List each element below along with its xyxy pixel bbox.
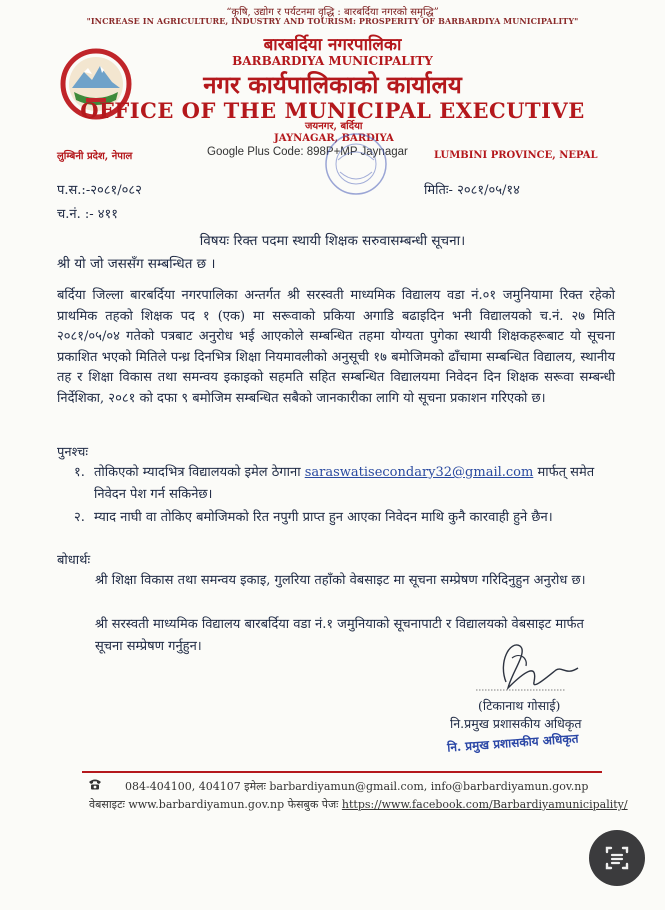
footer-web [89, 797, 628, 812]
province-english: LUMBINI PROVINCE, NEPAL [434, 150, 598, 161]
item-text: म्याद नाघी वा तोकिए बमोजिमको रित नपुगी प्राप्त हुन आएका निवेदन माथि कुनै कारवाही हुने छैन। [94, 510, 553, 525]
item-number: १. [74, 465, 85, 480]
letter-addressee: श्री यो जो जससँग सम्बन्धित छ । [57, 256, 216, 272]
location-nepali: जयनगर, बर्दिया [305, 121, 363, 132]
scan-text-button[interactable] [589, 830, 645, 886]
item-text [94, 462, 604, 506]
office-title-english: OFFICE OF THE MUNICIPAL EXECUTIVE [80, 98, 585, 123]
municipality-name-english: BARBARDIYA MUNICIPALITY [232, 54, 433, 68]
signatory-title: नि.प्रमुख प्रशासकीय अधिकृत [450, 716, 582, 731]
slogan-english: "INCREASE IN AGRICULTURE, INDUSTRY AND TOURISM: PROSPERITY OF BARBARDIYA MUNICIPALITY" [86, 16, 579, 26]
handwritten-signature [468, 632, 588, 702]
signatory-stamp: नि. प्रमुख प्रशासकीय अधिकृत [446, 731, 579, 755]
footer-divider [82, 771, 602, 773]
item-text-pre: तोकिएको म्यादभित्र विद्यालयको इमेल ठेगाना [94, 465, 305, 480]
postscript-label: पुनश्चः [57, 445, 89, 460]
slogan-nepali: “कृषि, उद्योग र पर्यटनमा वृद्धि : बारबर्दिया नगरको समृद्धि” [226, 7, 439, 18]
municipality-name-nepali: बारबर्दिया नगरपालिका [263, 35, 402, 55]
google-plus-code: Google Plus Code: 898P+MP Jaynagar [207, 146, 408, 158]
facebook-link[interactable]: https://www.facebook.com/Barbardiyamunicipality/ [341, 798, 628, 811]
signatory-name: (टिकानाथ गोसाई) [478, 698, 561, 713]
copy-to-item: श्री सरस्वती माध्यमिक विद्यालय बारबर्दिया वडा नं.१ जमुनियाको सूचनापाटी र विद्यालयको वेबसाइट मार्फत सूचना सम्प्रेषण गर्नुहुन। [95, 617, 584, 654]
office-title-nepali: नगर कार्यपालिकाको कार्यालय [203, 70, 462, 99]
location-english: JAYNAGAR, BARDIYA [274, 133, 394, 144]
office-seal-stamp [322, 130, 390, 198]
reference-number: प.स.:-२०८१/०८२ [57, 183, 142, 198]
scan-text-icon [589, 830, 645, 886]
item-number: २. [74, 510, 85, 525]
phone-icon [87, 776, 103, 792]
footer-web-prefix: वेबसाइटः www.barbardiyamun.gov.np फेसबुक पेजः [89, 798, 342, 811]
footer-contact: 084-404100, 404107 इमेलः barbardiyamun@gmail.com, info@barbardiyamun.gov.np [125, 780, 589, 793]
school-email-link[interactable]: saraswatisecondary32@gmail.com [304, 465, 534, 480]
item-text-post: मार्फत् समेत निवेदन पेश गर्न सकिनेछ। [94, 465, 595, 502]
province-nepali: लुम्बिनी प्रदेश, नेपाल [57, 151, 133, 162]
letter-subject: विषयः रिक्त पदमा स्थायी शिक्षक सरुवासम्बन्धी सूचना। [199, 233, 466, 249]
copy-to-item: श्री शिक्षा विकास तथा समन्वय इकाइ, गुलरिया तहाँको वेबसाइट मा सूचना सम्प्रेषण गरिदिनुहुन अनुरोध छ। [95, 573, 586, 588]
letter-body: बर्दिया जिल्ला बारबर्दिया नगरपालिका अन्तर्गत श्री सरस्वती माध्यमिक विद्यालय वडा नं.०१ जमुनियामा रिक्त रहेको प्राथमिक तहको शिक्षक पद १ (एक) मा सरूवाको प्रकिया अगाडि बढाइदिन भनी विद्यालयको च.नं. २७ मिति २०८१/०५/०४ गतेको पत्रबाट अनुरोध भई आएकोले सम्बन्धित तहमा योग्यता पुगेका स्थायी शिक्षकहरूबाट यो सूचना प्रकाशित भएको मितिले पन्ध्र दिनभित्र शिक्षा नियमावलीको अनुसूची १७ बमोजिमको ढाँचामा सम्बन्धित विद्यालय, स्थानीय तह र शिक्षा विकास तथा समन्वय इकाइको सहमति सहित सम्बन्धित विद्यालयमा निवेदन दिन शिक्षक सरूवा सम्बन्धी निर्देशिका, २०८१ को दफा ९ बमोजिम सम्बन्धित सबैको जानकारीका लागि यो सूचना प्रकाशन गरिएको छ। [57, 288, 615, 406]
copy-to-label: बोधार्थः [57, 553, 91, 568]
dispatch-number: च.नं. :- ४११ [57, 207, 119, 222]
letter-date: मितिः- २०८१/०५/१४ [424, 183, 520, 198]
